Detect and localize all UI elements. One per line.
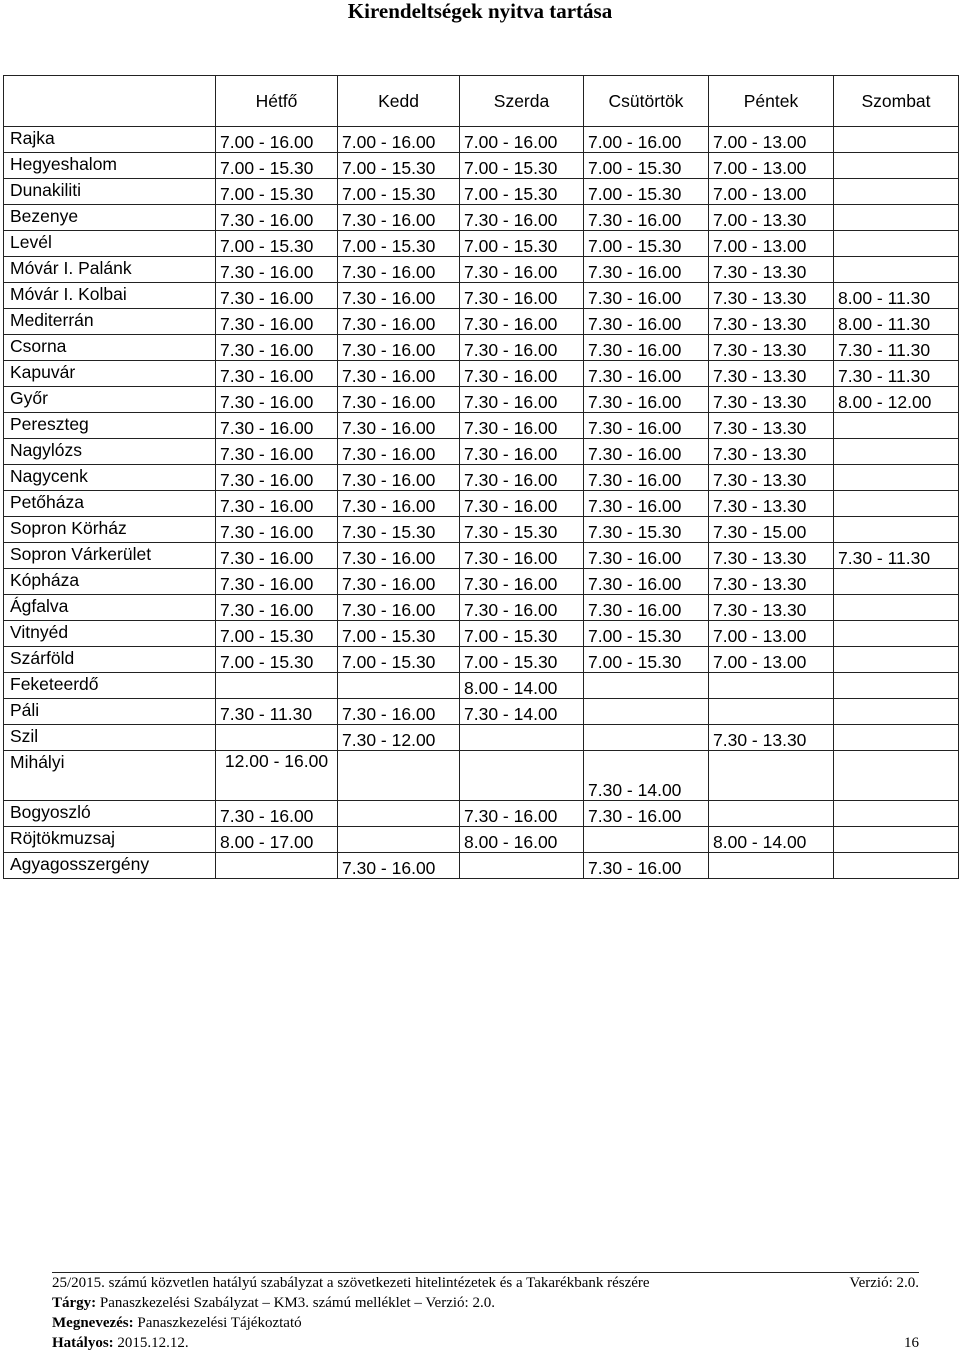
branch-name: Ágfalva [4,595,216,621]
table-row [4,491,959,517]
hours-cell: 7.30 - 16.00 [338,205,460,231]
header-empty-cell [4,76,216,127]
branch-name: Pereszteg [4,413,216,439]
hours-cell [834,827,959,853]
hours-cell: 7.30 - 16.00 [338,853,460,879]
hours-cell: 8.00 - 11.30 [834,309,959,335]
hours-cell: 7.30 - 13.30 [709,465,834,491]
hours-cell: 7.30 - 16.00 [460,387,584,413]
hours-cell [834,647,959,673]
hours-cell: 7.30 - 11.30 [834,335,959,361]
hours-cell: 7.00 - 13.00 [709,179,834,205]
hours-cell: 7.30 - 16.00 [216,257,338,283]
hours-cell: 7.30 - 16.00 [216,387,338,413]
hours-cell: 7.30 - 15.00 [709,517,834,543]
hours-cell: 7.30 - 13.30 [709,413,834,439]
hours-cell: 7.00 - 15.30 [216,179,338,205]
hours-cell: 7.30 - 13.30 [709,569,834,595]
hours-cell [834,569,959,595]
hours-cell: 7.00 - 15.30 [216,153,338,179]
hours-cell [584,699,709,725]
hours-cell: 7.30 - 13.30 [709,725,834,751]
page-number: 16 [904,1335,919,1351]
hours-cell: 7.30 - 16.00 [584,801,709,827]
hours-cell: 7.30 - 16.00 [216,801,338,827]
hours-cell: 7.30 - 16.00 [216,439,338,465]
hours-cell: 7.30 - 16.00 [460,361,584,387]
branch-name: Vitnyéd [4,621,216,647]
hours-cell [834,127,959,153]
hours-cell [834,153,959,179]
hours-cell: 7.30 - 16.00 [216,335,338,361]
hours-cell [216,725,338,751]
hours-cell: 7.00 - 15.30 [460,231,584,257]
hours-cell: 8.00 - 12.00 [834,387,959,413]
table-row [4,413,959,439]
hours-cell [584,673,709,699]
table-row [4,465,959,491]
branch-name: Hegyeshalom [4,153,216,179]
table-row [4,827,959,853]
hours-cell: 7.30 - 13.30 [709,283,834,309]
hours-cell [834,751,959,801]
hours-cell [460,725,584,751]
branch-name: Levél [4,231,216,257]
branch-name: Feketeerdő [4,673,216,699]
header-day: Péntek [709,76,834,127]
hours-cell: 7.30 - 13.30 [709,257,834,283]
hours-cell: 7.00 - 13.00 [709,231,834,257]
hours-cell: 7.00 - 15.30 [216,621,338,647]
hours-cell: 7.30 - 16.00 [338,465,460,491]
hours-cell: 7.30 - 16.00 [460,543,584,569]
table-row [4,621,959,647]
header-day: Szerda [460,76,584,127]
hours-cell: 7.30 - 16.00 [460,309,584,335]
branch-name: Nagylózs [4,439,216,465]
hours-cell: 7.30 - 16.00 [338,699,460,725]
hours-cell: 7.00 - 15.30 [584,179,709,205]
hours-cell [709,673,834,699]
hours-cell [834,465,959,491]
hours-cell: 7.00 - 15.30 [338,179,460,205]
hours-cell: 7.30 - 16.00 [584,465,709,491]
hours-cell: 8.00 - 11.30 [834,283,959,309]
hours-cell: 7.30 - 12.00 [338,725,460,751]
page-title: Kirendeltségek nyitva tartása [347,0,613,23]
branch-name: Móvár I. Palánk [4,257,216,283]
hours-cell: 7.00 - 15.30 [338,153,460,179]
hours-cell: 7.30 - 16.00 [460,465,584,491]
hours-cell [216,853,338,879]
hours-cell [584,725,709,751]
hours-cell: 7.30 - 16.00 [584,283,709,309]
hours-cell: 7.30 - 16.00 [460,205,584,231]
hours-cell [584,827,709,853]
branch-name: Szárföld [4,647,216,673]
table-row [4,517,959,543]
branch-name: Kapuvár [4,361,216,387]
hours-cell: 7.30 - 11.30 [834,361,959,387]
hours-cell [834,725,959,751]
hours-cell: 7.00 - 13.00 [709,647,834,673]
hours-cell [834,673,959,699]
hours-cell: 7.30 - 16.00 [338,439,460,465]
branch-name: Kópháza [4,569,216,595]
branch-name: Móvár I. Kolbai [4,283,216,309]
hours-cell: 7.30 - 13.30 [709,309,834,335]
hours-cell [834,439,959,465]
branch-name: Páli [4,699,216,725]
hours-cell [834,699,959,725]
header-day: Hétfő [216,76,338,127]
hours-cell: 7.00 - 15.30 [584,621,709,647]
hours-cell: 7.30 - 11.30 [216,699,338,725]
branch-name: Röjtökmuzsaj [4,827,216,853]
hours-cell: 7.30 - 11.30 [834,543,959,569]
footer-effective-label: Hatályos: [52,1335,114,1351]
hours-cell: 7.30 - 16.00 [216,413,338,439]
hours-cell: 7.00 - 15.30 [584,231,709,257]
hours-cell: 7.00 - 15.30 [338,621,460,647]
branch-name: Szil [4,725,216,751]
hours-cell: 7.00 - 15.30 [460,647,584,673]
hours-cell: 7.30 - 16.00 [216,283,338,309]
branch-name: Sopron Körház [4,517,216,543]
hours-cell: 7.30 - 13.30 [709,439,834,465]
hours-cell: 7.00 - 16.00 [584,127,709,153]
hours-cell: 7.30 - 16.00 [216,205,338,231]
hours-cell: 7.30 - 16.00 [584,439,709,465]
hours-cell: 7.30 - 14.00 [584,751,709,801]
table-row [4,361,959,387]
hours-cell: 7.30 - 16.00 [216,595,338,621]
hours-cell: 7.00 - 15.30 [460,153,584,179]
table-header-row [4,76,959,127]
hours-cell: 7.30 - 13.30 [709,335,834,361]
hours-cell: 8.00 - 16.00 [460,827,584,853]
hours-cell: 8.00 - 14.00 [709,827,834,853]
hours-cell: 7.30 - 16.00 [338,491,460,517]
branch-name: Agyagosszergény [4,853,216,879]
hours-cell: 7.30 - 13.30 [709,387,834,413]
table-row [4,205,959,231]
branch-name: Sopron Várkerület [4,543,216,569]
hours-cell [216,673,338,699]
hours-cell [834,231,959,257]
table-row [4,569,959,595]
hours-cell: 7.00 - 13.30 [709,205,834,231]
branch-name: Csorna [4,335,216,361]
hours-cell: 7.30 - 15.30 [584,517,709,543]
hours-cell: 7.30 - 16.00 [338,413,460,439]
hours-cell: 7.00 - 16.00 [216,127,338,153]
table-row [4,439,959,465]
hours-cell: 7.00 - 15.30 [460,621,584,647]
hours-cell [834,413,959,439]
hours-cell: 7.30 - 16.00 [338,569,460,595]
hours-cell: 7.30 - 16.00 [584,413,709,439]
table-row [4,231,959,257]
header-day: Kedd [338,76,460,127]
hours-cell: 7.30 - 16.00 [338,595,460,621]
hours-cell [834,853,959,879]
table-row [4,595,959,621]
table-row [4,725,959,751]
footer-name-label: Megnevezés: [52,1315,134,1331]
hours-cell: 7.30 - 16.00 [460,257,584,283]
hours-cell: 7.30 - 16.00 [460,439,584,465]
table-row [4,309,959,335]
hours-cell: 12.00 - 16.00 [216,751,338,801]
table-row [4,801,959,827]
hours-cell: 7.00 - 13.00 [709,153,834,179]
hours-cell: 7.30 - 16.00 [584,257,709,283]
hours-cell [709,699,834,725]
hours-cell [338,827,460,853]
hours-cell: 7.30 - 13.30 [709,491,834,517]
table-row [4,179,959,205]
hours-cell [834,491,959,517]
hours-cell [709,801,834,827]
branch-name: Győr [4,387,216,413]
hours-cell: 7.30 - 16.00 [460,569,584,595]
hours-cell: 7.30 - 16.00 [584,595,709,621]
branch-name: Bogyoszló [4,801,216,827]
hours-cell: 7.30 - 16.00 [584,543,709,569]
table-row [4,153,959,179]
table-row [4,699,959,725]
footer-regulation: 25/2015. számú közvetlen hatályú szabályzat a szövetkezeti hitelintézetek és a Takarékbank részére [52,1275,650,1291]
hours-cell: 7.00 - 15.30 [338,231,460,257]
footer-subject: Panaszkezelési Szabályzat – KM3. számú melléklet – Verzió: 2.0. [99,1295,495,1311]
hours-cell: 7.30 - 16.00 [584,335,709,361]
hours-cell: 7.30 - 16.00 [216,543,338,569]
hours-cell [460,853,584,879]
hours-cell: 7.30 - 13.30 [709,595,834,621]
hours-cell [834,595,959,621]
hours-cell: 7.30 - 16.00 [338,257,460,283]
hours-cell: 7.30 - 16.00 [460,801,584,827]
table-row [4,257,959,283]
hours-cell: 7.30 - 16.00 [460,491,584,517]
hours-cell: 7.00 - 15.30 [338,647,460,673]
table-row [4,543,959,569]
hours-cell [834,517,959,543]
branch-name: Nagycenk [4,465,216,491]
branch-name: Mihályi [4,751,216,801]
table-row [4,751,959,801]
hours-cell: 7.30 - 16.00 [584,361,709,387]
branch-name: Rajka [4,127,216,153]
hours-cell: 7.30 - 16.00 [338,361,460,387]
table-row [4,283,959,309]
hours-cell: 7.30 - 14.00 [460,699,584,725]
hours-cell: 7.30 - 16.00 [216,491,338,517]
hours-cell: 7.30 - 13.30 [709,543,834,569]
hours-cell: 7.30 - 16.00 [338,543,460,569]
hours-cell: 8.00 - 17.00 [216,827,338,853]
hours-cell: 7.30 - 16.00 [584,491,709,517]
hours-cell: 7.30 - 16.00 [584,569,709,595]
hours-cell: 7.30 - 13.30 [709,361,834,387]
hours-cell [834,179,959,205]
hours-cell: 7.30 - 16.00 [460,335,584,361]
hours-cell [460,751,584,801]
hours-cell: 7.30 - 16.00 [584,205,709,231]
branch-name: Dunakiliti [4,179,216,205]
hours-cell [338,673,460,699]
hours-cell: 7.30 - 16.00 [584,387,709,413]
header-day: Szombat [834,76,959,127]
hours-cell [338,751,460,801]
hours-cell: 7.30 - 15.30 [460,517,584,543]
hours-cell: 7.00 - 15.30 [584,153,709,179]
hours-cell: 7.30 - 16.00 [216,569,338,595]
hours-cell: 7.30 - 15.30 [338,517,460,543]
document-footer [52,1272,919,1353]
hours-cell: 7.30 - 16.00 [584,309,709,335]
hours-cell: 7.30 - 16.00 [460,283,584,309]
hours-cell: 7.00 - 13.00 [709,621,834,647]
hours-cell: 8.00 - 14.00 [460,673,584,699]
hours-cell: 7.00 - 15.30 [216,231,338,257]
hours-cell: 7.00 - 15.30 [584,647,709,673]
hours-cell: 7.30 - 16.00 [216,361,338,387]
hours-cell [709,853,834,879]
hours-cell: 7.30 - 16.00 [216,517,338,543]
hours-cell [338,801,460,827]
footer-name: Panaszkezelési Tájékoztató [137,1315,302,1331]
hours-cell [834,621,959,647]
branch-name: Petőháza [4,491,216,517]
hours-cell: 7.30 - 16.00 [460,413,584,439]
table-row [4,647,959,673]
hours-cell: 7.30 - 16.00 [216,465,338,491]
hours-cell: 7.30 - 16.00 [460,595,584,621]
table-row [4,127,959,153]
header-day: Csütörtök [584,76,709,127]
table-row [4,673,959,699]
hours-cell: 7.30 - 16.00 [338,283,460,309]
hours-cell [709,751,834,801]
hours-cell: 7.30 - 16.00 [216,309,338,335]
hours-cell [834,205,959,231]
opening-hours-table [3,75,959,879]
table-row [4,335,959,361]
table-row [4,853,959,879]
hours-cell [834,257,959,283]
footer-version: Verzió: 2.0. [849,1275,919,1291]
hours-cell: 7.00 - 16.00 [460,127,584,153]
hours-cell: 7.30 - 16.00 [338,335,460,361]
hours-cell [834,801,959,827]
branch-name: Mediterrán [4,309,216,335]
hours-cell: 7.00 - 15.30 [216,647,338,673]
hours-cell: 7.30 - 16.00 [584,853,709,879]
footer-effective-date: 2015.12.12. [117,1335,189,1351]
footer-subject-label: Tárgy: [52,1295,97,1311]
hours-cell: 7.30 - 16.00 [338,387,460,413]
hours-cell: 7.00 - 13.00 [709,127,834,153]
hours-cell: 7.30 - 16.00 [338,309,460,335]
branch-name: Bezenye [4,205,216,231]
table-row [4,387,959,413]
hours-cell: 7.00 - 15.30 [460,179,584,205]
hours-cell: 7.00 - 16.00 [338,127,460,153]
